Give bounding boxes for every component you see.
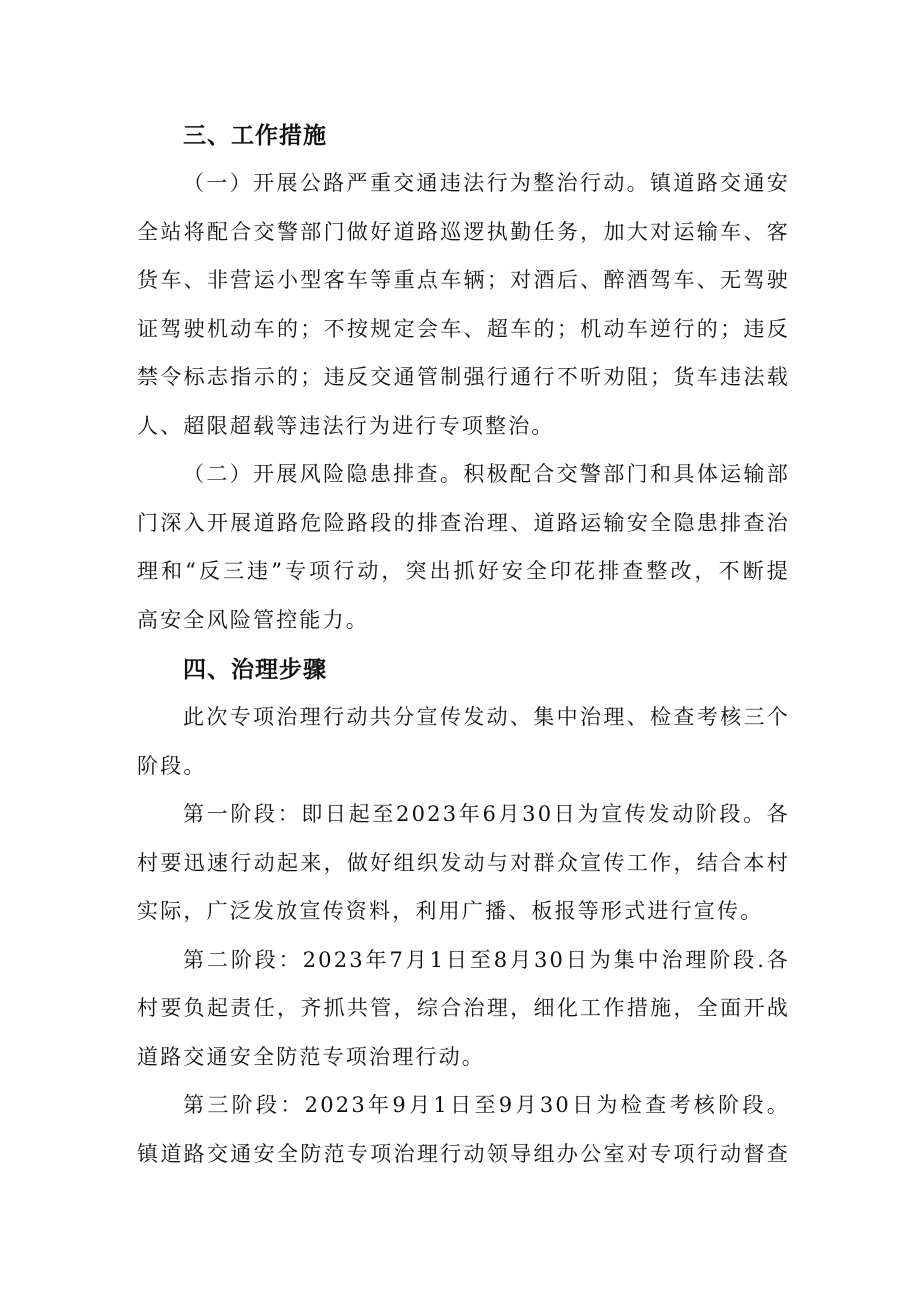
- text-line: 货车、非营运小型客车等重点车辆；对酒后、醉酒驾车、无驾驶: [137, 268, 790, 292]
- text-line: 第二阶段：2023年7月1日至8月30日为集中治理阶段.各: [183, 947, 790, 972]
- text-line: 门深入开展道路危险路段的排查治理、道路运输安全隐患排查治: [137, 510, 790, 535]
- text-line: 证驾驶机动车的；不按规定会车、超车的；机动车逆行的；违反: [137, 316, 790, 341]
- text-line: 村要负起责任，齐抓共管，综合治理，细化工作措施，全面开战: [137, 996, 790, 1020]
- text-line: 道路交通安全防范专项治理行动。: [137, 1044, 485, 1069]
- text-line: （一）开展公路严重交通违法行为整治行动。镇道路交通安: [183, 171, 790, 195]
- text-line: 村要迅速行动起来，做好组织发动与对群众宣传工作，结合本村: [137, 850, 790, 875]
- text-line: 实际，广泛发放宣传资料，利用广播、板报等形式进行宣传。: [137, 899, 764, 923]
- document-body: [137, 114, 790, 1178]
- text-line: 此次专项治理行动共分宣传发动、集中治理、检查考核三个: [183, 705, 790, 729]
- paragraph-stage-1: [137, 790, 790, 936]
- text-line: 第一阶段：即日起至2023年6月30日为宣传发动阶段。各: [183, 802, 790, 826]
- text-line: 阶段。: [137, 753, 207, 778]
- paragraph-stage-2: [137, 936, 790, 1082]
- section-heading-work-measures: 三、工作措施: [183, 123, 327, 149]
- text-line: 高安全风险管控能力。: [137, 607, 369, 632]
- text-line: 理和“反三违”专项行动，突出抓好安全印花排查整改，不断提: [137, 559, 790, 583]
- paragraph-measure-1: [137, 159, 790, 450]
- text-line: （二）开展风险隐患排查。积极配合交警部门和具体运输部: [183, 462, 790, 486]
- paragraph-stage-3: [137, 1081, 790, 1178]
- text-line: 禁令标志指示的；违反交通管制强行通行不听劝阻；货车违法载: [137, 365, 790, 389]
- paragraph-measure-2: [137, 450, 790, 644]
- section-heading-governance-steps: 四、治理步骤: [183, 657, 327, 683]
- text-line: 镇道路交通安全防范专项治理行动领导组办公室对专项行动督查: [137, 1141, 790, 1166]
- text-line: 第三阶段：2023年9月1日至9月30日为检查考核阶段。: [183, 1093, 790, 1117]
- paragraph-stages-intro: [137, 693, 790, 790]
- text-line: 全站将配合交警部门做好道路巡逻执勤任务，加大对运输车、客: [137, 219, 790, 244]
- text-line: 人、超限超载等违法行为进行专项整治。: [137, 413, 555, 438]
